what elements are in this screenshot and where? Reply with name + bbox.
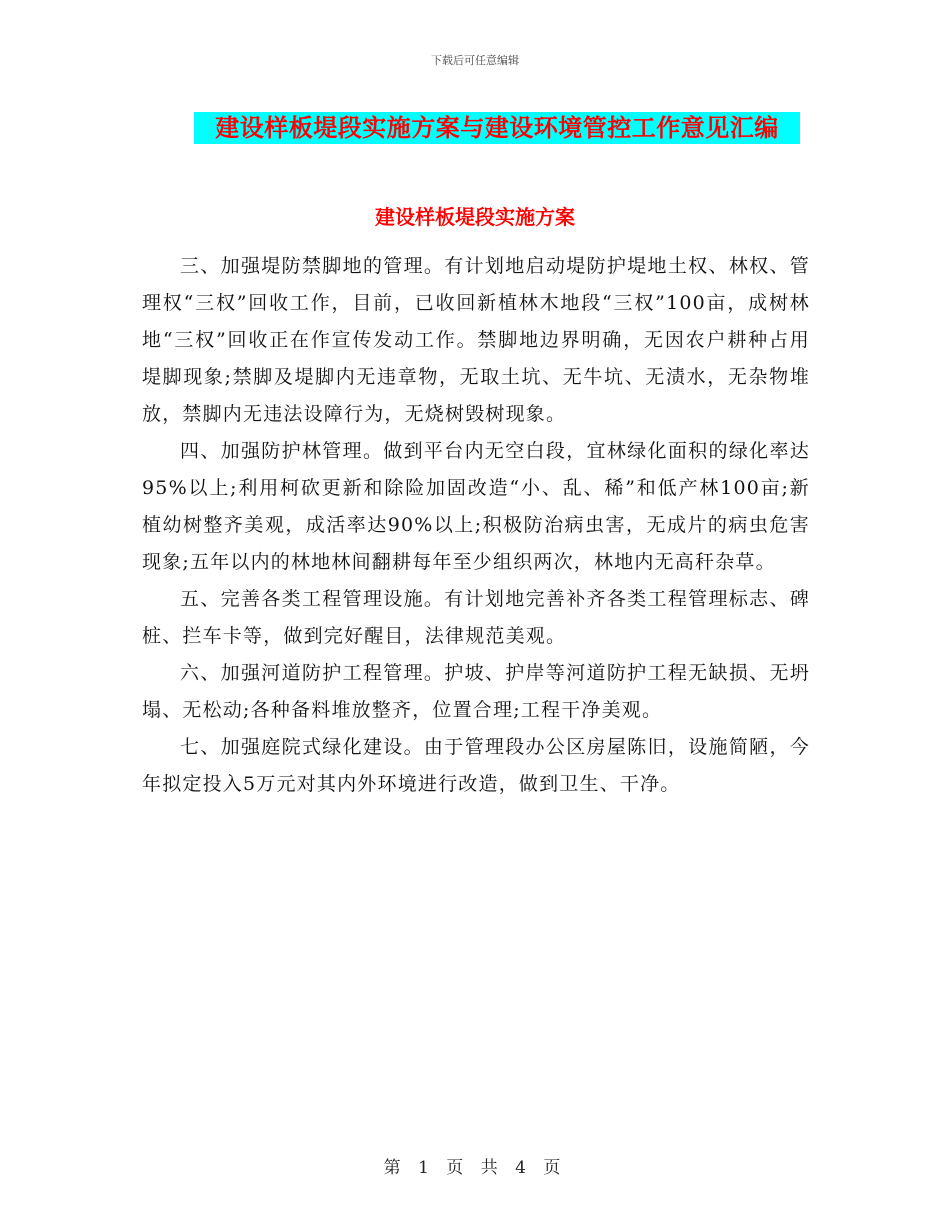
paragraph-7: 七、加强庭院式绿化建设。由于管理段办公区房屋陈旧，设施简陋，今年拟定投入5万元对其内外环境进行改造，做到卫生、干净。 bbox=[142, 736, 810, 795]
paragraph-5: 五、完善各类工程管理设施。有计划地完善补齐各类工程管理标志、碑桩、拦车卡等，做到完好醒目，法律规范美观。 bbox=[142, 588, 810, 647]
page-footer: 第 1 页 共 4 页 bbox=[383, 1158, 567, 1178]
header-note: 下载后可任意编辑 bbox=[431, 54, 519, 67]
paragraph-4: 四、加强防护林管理。做到平台内无空白段，宜林绿化面积的绿化率达95%以上;利用柯砍更新和除险加固改造“小、乱、稀”和低产林100亩;新植幼树整齐美观，成活率达90%以上;积极防治病虫害，无成片的病虫危害现象;五年以内的林地林间翻耕每年至少组织两次，林地内无高秆杂草。 bbox=[142, 440, 810, 573]
paragraph-6: 六、加强河道防护工程管理。护坡、护岸等河道防护工程无缺损、无坍塌、无松动;各种备料堆放整齐，位置合理;工程干净美观。 bbox=[142, 662, 810, 721]
document-body bbox=[142, 248, 810, 803]
paragraph-3: 三、加强堤防禁脚地的管理。有计划地启动堤防护堤地土权、林权、管理权“三权”回收工作，目前，已收回新植林木地段“三权”100亩，成树林地“三权”回收正在作宣传发动工作。禁脚地边界明确，无因农户耕种占用堤脚现象;禁脚及堤脚内无违章物，无取土坑、无牛坑、无渍水，无杂物堆放，禁脚内无违法设障行为，无烧树毁树现象。 bbox=[142, 255, 810, 425]
document-title: 建设样板堤段实施方案与建设环境管控工作意见汇编 bbox=[215, 113, 779, 142]
section-title: 建设样板堤段实施方案 bbox=[375, 205, 575, 229]
